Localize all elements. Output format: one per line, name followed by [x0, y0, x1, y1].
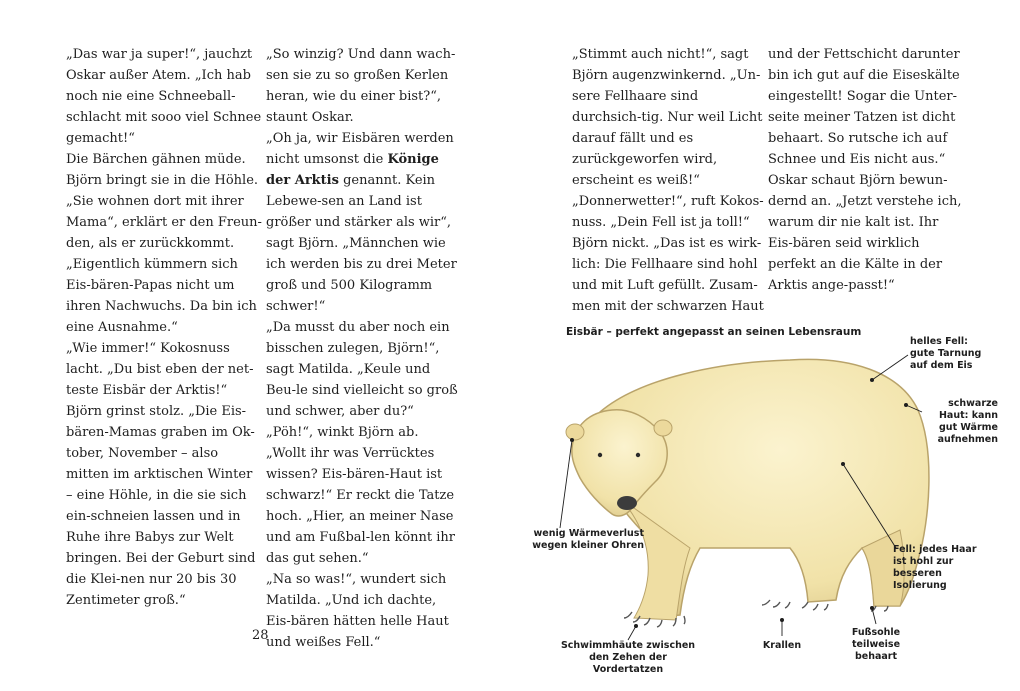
paragraph: „Da musst du aber noch ein bisschen zulegen, Björn!“, sagt Matilda. „Keule und Beu-le sind vielleicht so groß und schwer, aber du?“ [266, 320, 458, 419]
paragraph: „Na so was!“, wundert sich Matilda. „Und ich dachte, Eis-bären hätten helle Haut und weißes Fell.“ [266, 572, 449, 650]
bear-nose [617, 496, 637, 510]
paragraph: „Donnerwetter!“, ruft Kokos-nuss. „Dein Fell ist ja toll!“ [572, 194, 764, 230]
label-fur: helles Fell: gute Tarnung auf dem Eis [910, 336, 982, 371]
paragraph: Die Bärchen gähnen müde. Björn bringt sie in die Höhle. „Sie wohnen dort mit ihrer Mama“, erklärt er den Freun-den, als er zurückkommt. „Eigentlich kümmern sich Eis-bären-Papas nicht um ihren Nachwuchs. Da bin ich eine Ausnahme.“ [66, 152, 262, 335]
label-skin: schwarze Haut: kann gut Wärme aufnehmen [937, 398, 998, 445]
label-hair: Fell: jedes Haar ist hohl zur besseren Isolierung [893, 544, 977, 591]
text-run: genannt. Kein Lebewe-sen an Land ist größer und stärker als wir“, sagt Björn. „Männchen wie ich werden bis zu drei Meter groß und 500 Kilogramm schwer!“ [266, 173, 457, 314]
paragraph: „Das war ja super!“, jauchzt Oskar außer Atem. „Ich hab noch nie eine Schneeball-schlacht mit sooo viel Schnee gemacht!“ [66, 47, 262, 146]
paragraph: „Stimmt auch nicht!“, sagt Björn augenzwinkernd. „Un-sere Fellhaare sind durchsich-tig. Nur weil Licht darauf fällt und es zurückgeworfen wird, erscheint es weiß!“ [572, 47, 763, 188]
bear-eye [636, 453, 640, 457]
paragraph: und der Fettschicht darunter bin ich gut auf die Eiseskälte eingestellt! Sogar die Unter-seite meiner Tatzen ist dicht behaart. So rutsche ich auf Schnee und Eis nicht aus.“ [768, 47, 960, 167]
label-claws: Krallen [762, 640, 802, 651]
label-webbing: Schwimmhäute zwischen den Zehen der Vordertatzen [560, 640, 696, 675]
paragraph: Oskar schaut Björn bewun-dernd an. „Jetzt verstehe ich, warum dir nie kalt ist. Ihr Eis-bären seid wirklich perfekt an die Kälte in der Arktis ange-passt!“ [768, 173, 962, 293]
paragraph: „So winzig? Und dann wach-sen sie zu so großen Kerlen heran, wie du einer bist?“, staunt Oskar. [266, 47, 456, 125]
paragraph: Björn grinst stolz. „Die Eis-bären-Mamas graben im Ok-tober, November – also mitten im arktischen Winter – eine Höhle, in die sie sich ein-schneien lassen und in Ruhe ihre Babys zur Welt bringen. Bei der Geburt sind die Klei-nen nur 20 bis 30 Zentimeter groß.“ [66, 404, 256, 608]
text-run: „Oh ja, wir Eisbären werden nicht umsonst die [266, 131, 454, 167]
bear-ear [566, 424, 584, 440]
bear-ear [654, 420, 672, 436]
figure-title: Eisbär – perfekt angepasst an seinen Lebensraum [566, 326, 862, 338]
paragraph: „Wie immer!“ Kokosnuss lacht. „Du bist eben der net-teste Eisbär der Arktis!“ [66, 341, 254, 398]
bold-term: Könige der Arktis [266, 152, 439, 188]
label-sole: Fußsohle teilweise behaart [851, 627, 901, 662]
page-number: 28 [252, 628, 269, 643]
paragraph: Björn nickt. „Das ist es wirk-lich: Die Fellhaare sind hohl und mit Luft gefüllt. Zusam-men mit der schwarzen Haut [572, 236, 764, 314]
label-ears: wenig Wärmeverlust wegen kleiner Ohren [532, 528, 644, 551]
bear-eye [598, 453, 602, 457]
paragraph: „Pöh!“, winkt Björn ab. „Wollt ihr was Verrücktes wissen? Eis-bären-Haut ist schwarz!“ Er reckt die Tatze hoch. „Hier, an meiner Nase und am Fußbal-len könnt ihr das gut sehen.“ [266, 425, 456, 566]
